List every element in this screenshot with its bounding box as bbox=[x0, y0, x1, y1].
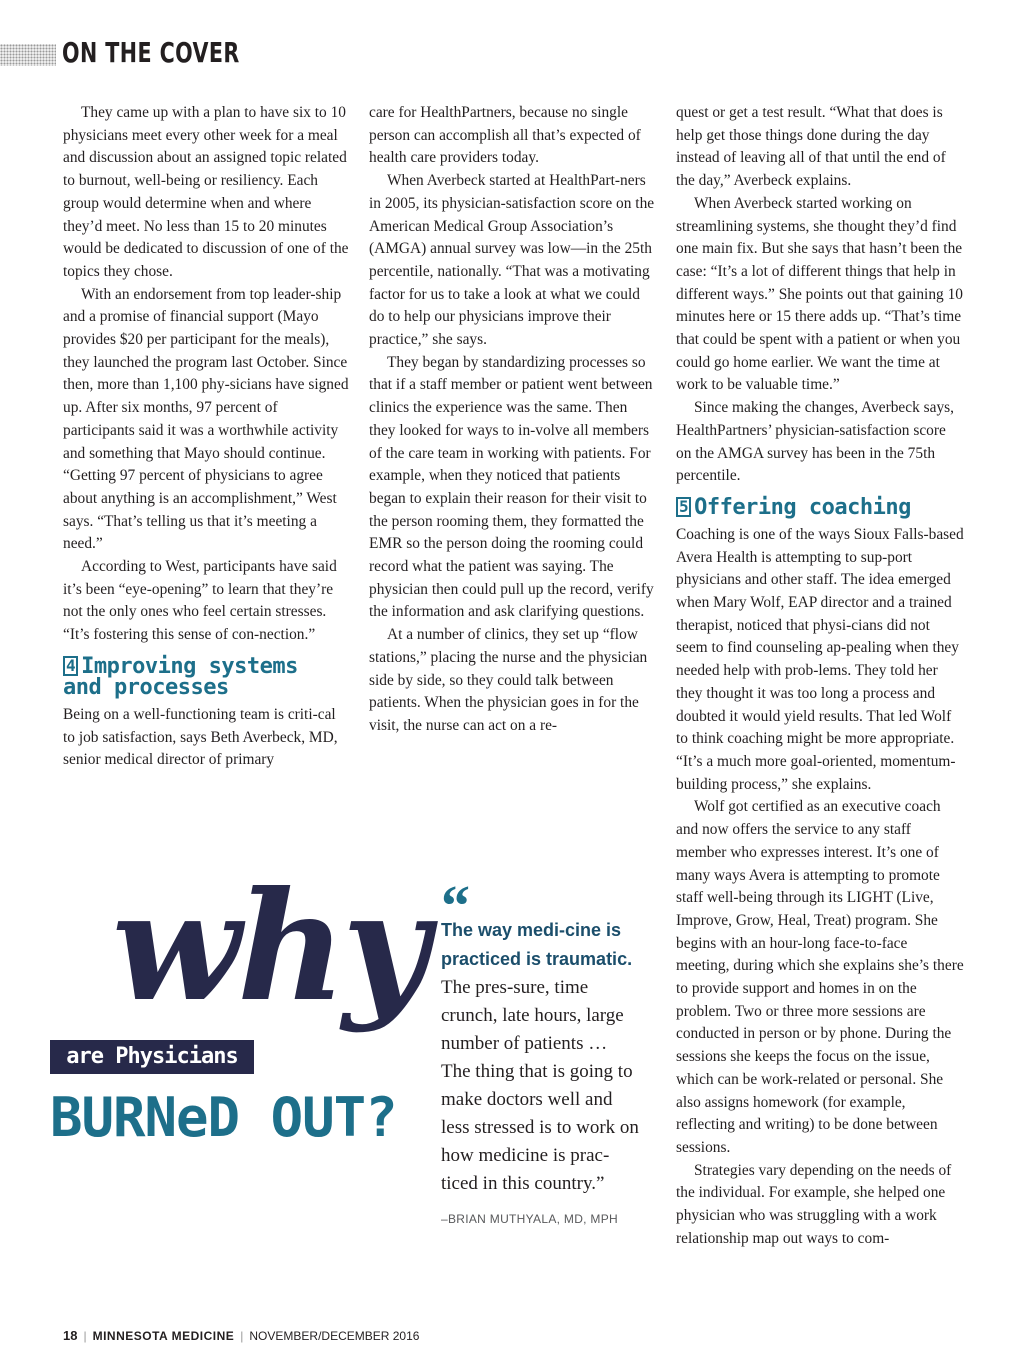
article-column-3 bbox=[676, 102, 964, 1250]
pull-quote-attribution: –BRIAN MUTHYALA, MD, MPH bbox=[441, 1212, 618, 1226]
subhead-offering-coaching bbox=[676, 494, 964, 520]
quote-mark-icon: “ bbox=[441, 873, 470, 938]
paragraph: They came up with a plan to have six to 10 physicians meet every other week for a meal and discussion about an assigned topic related to burnout, well-being or resiliency. Each group would determine when and where they’d meet. No less than 15 to 20 minutes would be dedicated to discussion of one of the topics they chose. bbox=[63, 104, 349, 280]
section-header bbox=[0, 36, 300, 72]
paragraph: Wolf got certified as an executive coach and now offers the service to any staff member who expresses interest. It’s one of many ways Avera is attempting to promote staff well-being through its LIGHT (Live, Improve, Grow, Heal, Treat) program. She begins with an hour-long face-to-face meeting, during which she explains she’s there to provide support and homes in on the problem. Two or three more sessions are conducted in person or by phone. During the sessions she keeps the focus on the issue, which can be work-related or personal. She also assigns homework (for example, reflecting and writing) to be done between sessions. bbox=[676, 798, 964, 1156]
footer-separator: | bbox=[83, 1329, 87, 1343]
paragraph: Coaching is one of the ways Sioux Falls-based Avera Health is attempting to sup-port physicians and other staff. The idea emerged when Mary Wolf, EAP director and a trained therapist, noticed that physi-cians did not seem to find counseling ap-pealing when they needed help with prob-lems. They told her they thought it was too long a process and doubted it would yield results. That led Wolf to think coaching might be more appropriate. “It’s a much more goal-oriented, momentum-building process,” she explains. bbox=[676, 525, 964, 793]
art-word-why: why bbox=[112, 859, 426, 1035]
magazine-name: MINNESOTA MEDICINE bbox=[92, 1329, 235, 1343]
pull-quote-emphasis: The way medi-cine is practiced is traumatic. bbox=[441, 920, 633, 969]
paragraph: When Averbeck started at HealthPart-ners in 2005, its physician-satisfaction score on the American Medical Group Association’s (AMGA) annual survey was low—in the 25th percentile, nationally. “That was a motivating factor for us to take a look at what we could do to help our physicians improve their practice,” she says. bbox=[369, 172, 655, 349]
paragraph: Being on a well-functioning team is criti-cal to job satisfaction, says Beth Averbeck, MD, senior medical director of primary bbox=[63, 705, 338, 769]
footer-separator: | bbox=[240, 1329, 244, 1343]
pull-quote-text bbox=[441, 916, 641, 1198]
article-column-1 bbox=[63, 102, 351, 772]
paragraph: When Averbeck started working on streamlining systems, she thought they’d find one main fix. But she says that hasn’t been the case: “It’s a lot of different things that help in different ways.” She points out that gaining 10 minutes here or 15 there adds up. “That’s time that could be spent with a patient or when you could go home earlier. We want the time at work to be valuable time.” bbox=[676, 194, 963, 394]
paragraph: care for HealthPartners, because no single person can accomplish all that’s expected of health care providers today. bbox=[369, 104, 641, 167]
subhead-text: Improving systems bbox=[81, 653, 298, 679]
paragraph: With an endorsement from top leader-ship and a promise of financial support (Mayo provides $20 per participant for the meals), they launched the program last October. Since then, more than 1,100 phy-sicians have signed up. After six months, 97 percent of participants said it was a worthwhile activity and something that Mayo should continue. “Getting 97 percent of physicians to agree about anything is an accomplishment,” West says. “That’s telling us that it’s meeting a need.” bbox=[63, 285, 349, 553]
art-banner-physicians: are Physicians bbox=[50, 1040, 254, 1074]
subhead-improving-systems bbox=[63, 653, 351, 700]
pull-quote bbox=[441, 873, 641, 1226]
halftone-dots-decoration bbox=[0, 44, 56, 66]
paragraph: They began by standardizing processes so that if a staff member or patient went between clinics the experience was the same. Then they looked for ways to in-volve all members of the care team in working with patients. For example, when they noticed that patients began to explain their reason for their visit to the person rooming them, they formatted the EMR so the person doing the rooming could record what the patient was saying. The physician then could pull up the record, verify the information and ask clarifying questions. bbox=[369, 353, 654, 621]
subhead-text: Offering coaching bbox=[694, 494, 911, 520]
paragraph: At a number of clinics, they set up “flow stations,” placing the nurse and the physician side by side, so they could talk between patients. When the physician goes in for the visit, the nurse can act on a re- bbox=[369, 626, 648, 734]
issue-date: NOVEMBER/DECEMBER 2016 bbox=[249, 1329, 420, 1343]
paragraph: quest or get a test result. “What that does is help get those things done during the day instead of leaving all of that until the end of the day,” Averbeck explains. bbox=[676, 104, 946, 190]
paragraph: According to West, participants have said it’s been “eye-opening” to learn that they’re not the only ones who feel certain stresses. “It’s fostering this sense of con-nection.” bbox=[63, 558, 337, 644]
subhead-number-badge: 4 bbox=[63, 656, 78, 676]
art-word-burned-out: BURNeD OUT? bbox=[50, 1086, 397, 1149]
pull-quote-body: The pres-sure, time crunch, late hours, large number of patients … The thing that is going to make doctors well and less stressed is to work on how medicine is prac-ticed in this country.” bbox=[441, 977, 639, 1194]
page-number: 18 bbox=[63, 1328, 78, 1343]
paragraph: Since making the changes, Averbeck says, HealthPartners’ physician-satisfaction score on the AMGA survey has been in the 75th percentile. bbox=[676, 399, 954, 485]
page-footer bbox=[63, 1328, 419, 1343]
article-column-2 bbox=[369, 102, 657, 738]
section-label: ON THE COVER bbox=[62, 36, 240, 69]
subhead-text: and processes bbox=[63, 674, 229, 700]
cover-title-art bbox=[50, 859, 430, 1160]
subhead-number-badge: 5 bbox=[676, 497, 691, 517]
paragraph: Strategies vary depending on the needs of the individual. For example, she helped one physician who was struggling with a work relationship map out ways to com- bbox=[676, 1161, 952, 1247]
